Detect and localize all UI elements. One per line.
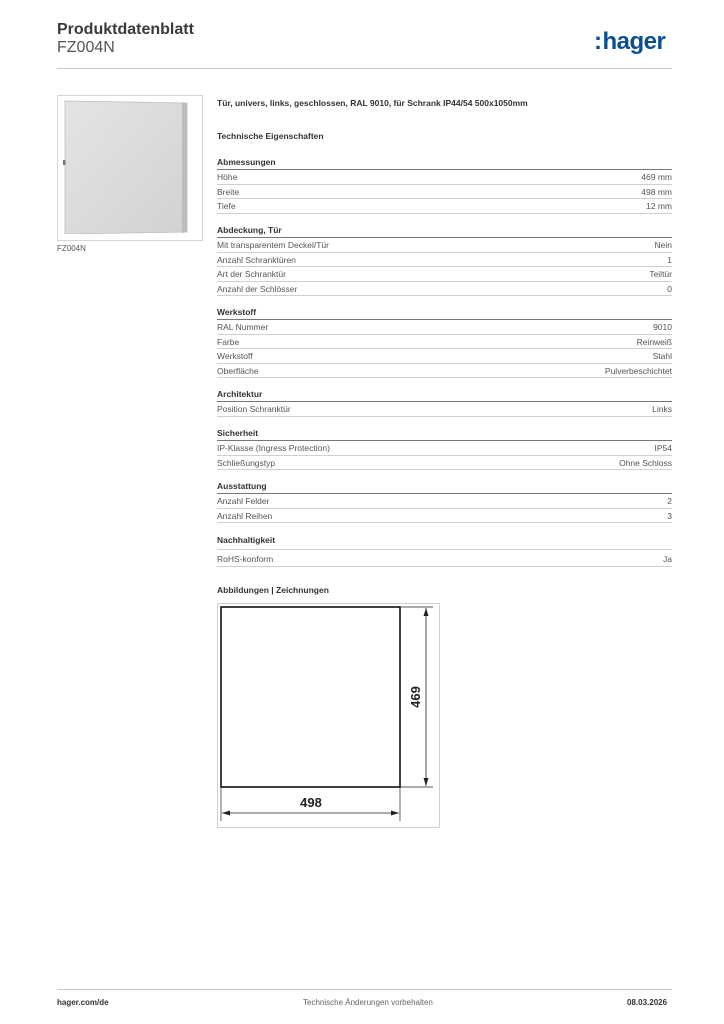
table-row [217,456,672,471]
row-value: 498 mm [641,186,672,197]
table-row [217,335,672,350]
row-label: Oberfläche [217,365,259,376]
table-row [217,349,672,364]
row-value: 9010 [653,322,672,332]
product-description: Tür, univers, links, geschlossen, RAL 9010, für Schrank IP44/54 500x1050mm [217,98,528,108]
row-label: Schließungstyp [217,457,276,468]
footer-date: 08.03.2026 [627,998,668,1007]
section-title: Architektur [217,388,672,402]
section-dimensions [217,156,672,214]
table-row [217,267,672,282]
section-architecture [217,388,672,417]
header-divider [57,68,672,69]
table-row [217,364,672,379]
row-label: Anzahl Felder [217,496,270,506]
row-value: IP54 [654,443,672,453]
row-value: Ja [663,554,672,564]
row-value: Reinweiß [636,336,672,347]
row-label: Werkstoff [217,351,253,361]
row-label: IP-Klasse (Ingress Protection) [217,443,330,453]
dimension-drawing [217,603,440,828]
image-caption: FZ004N [57,244,86,253]
row-value: 12 mm [646,201,672,211]
product-code: FZ004N [57,39,115,56]
table-row [217,253,672,268]
row-value: 1 [667,254,672,265]
row-value: 3 [667,510,672,521]
width-label: 498 [300,795,322,810]
row-label: Farbe [217,336,240,347]
row-value: 469 mm [641,172,672,182]
row-label: Höhe [217,172,238,182]
door-outline [221,607,400,787]
row-value: Links [652,404,672,414]
logo-text: hager [602,28,666,55]
row-label: Breite [217,186,240,197]
row-label: RoHS-konform [217,554,274,564]
row-value: 2 [667,496,672,506]
section-title: Abmessungen [217,156,672,170]
table-row [217,441,672,456]
row-value: Teiltür [649,269,672,279]
row-label: Tiefe [217,201,236,211]
row-label: Mit transparentem Deckel/Tür [217,240,329,250]
drawings-heading: Abbildungen | Zeichnungen [217,585,329,595]
row-value: Stahl [652,351,672,361]
section-sustainability [217,534,672,567]
table-row [217,238,672,253]
table-row [217,320,672,335]
row-label: RAL Nummer [217,322,269,332]
height-label: 469 [408,686,423,708]
row-label: Art der Schranktür [217,269,286,279]
product-door-image [63,100,191,234]
table-row [217,509,672,524]
section-title: Ausstattung [217,480,672,494]
page-title: Produktdatenblatt [57,21,194,38]
table-row [217,185,672,200]
row-label: Position Schranktür [217,404,291,414]
section-material [217,306,672,378]
row-label: Anzahl Schranktüren [217,254,296,265]
table-row [217,170,672,185]
row-value: Nein [654,240,672,250]
row-value: Ohne Schloss [619,457,672,468]
row-label: Anzahl der Schlösser [217,283,298,294]
table-row [217,552,672,567]
table-row [217,282,672,297]
row-value: Pulverbeschichtet [604,365,672,376]
footer-disclaimer: Technische Änderungen vorbehalten [303,998,433,1007]
row-label: Anzahl Reihen [217,510,273,521]
section-title: Sicherheit [217,427,672,441]
section-equipment [217,480,672,523]
row-value: 0 [667,283,672,294]
table-row [217,402,672,417]
logo-colon: : [594,28,602,55]
table-row [217,199,672,214]
footer-divider [57,989,672,990]
section-title: Abdeckung, Tür [217,224,672,238]
hager-logo [594,28,665,56]
section-title: Nachhaltigkeit [217,534,672,550]
tech-properties-heading: Technische Eigenschaften [217,131,324,141]
section-security [217,427,672,470]
section-cover-door [217,224,672,296]
section-title: Werkstoff [217,306,672,320]
footer-website: hager.com/de [57,998,109,1007]
table-row [217,494,672,509]
